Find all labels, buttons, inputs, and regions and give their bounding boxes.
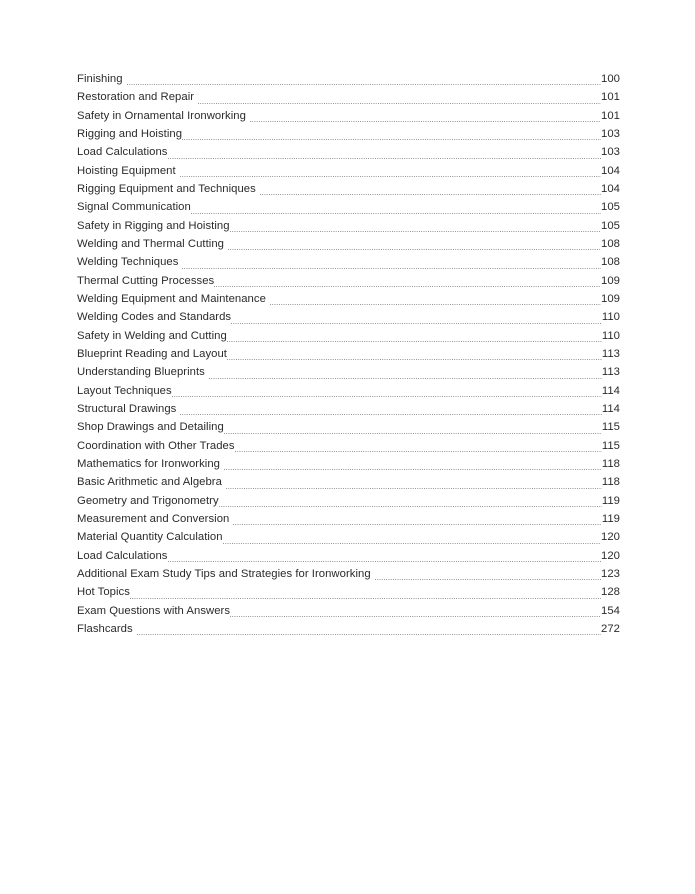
toc-entry[interactable] [77, 272, 620, 290]
toc-entry-title: Shop Drawings and Detailing [77, 421, 224, 434]
toc-entry[interactable] [77, 620, 620, 638]
toc-dot-leader [172, 396, 602, 397]
toc-entry[interactable] [77, 418, 620, 436]
toc-entry[interactable] [77, 437, 620, 455]
toc-entry-page-number: 115 [601, 421, 620, 434]
toc-dot-leader [209, 378, 602, 379]
toc-entry-page-number: 108 [601, 256, 620, 269]
toc-entry-title: Finishing [77, 73, 123, 85]
toc-dot-leader [223, 543, 601, 544]
toc-entry[interactable] [77, 565, 620, 583]
toc-entry[interactable] [77, 528, 620, 546]
toc-dot-leader [168, 158, 602, 159]
toc-dot-leader [235, 451, 602, 452]
toc-entry-page-number: 105 [601, 201, 620, 214]
toc-entry-title: Thermal Cutting Processes [77, 274, 215, 287]
toc-dot-leader [231, 323, 602, 324]
toc-entry-title: Rigging and Hoisting [77, 127, 183, 140]
toc-entry-page-number: 101 [601, 91, 620, 104]
toc-entry-title: Welding and Thermal Cutting [77, 237, 224, 250]
table-of-contents [77, 70, 620, 638]
toc-dot-leader [375, 579, 601, 580]
toc-entry-title: Restoration and Repair [77, 91, 195, 104]
toc-entry-page-number: 119 [601, 512, 620, 525]
toc-entry-page-number: 109 [601, 274, 620, 287]
toc-entry[interactable] [77, 162, 620, 180]
toc-entry[interactable] [77, 290, 620, 308]
toc-entry-page-number: 101 [601, 109, 620, 122]
toc-entry[interactable] [77, 510, 620, 528]
toc-entry-title: Hoisting Equipment [77, 164, 176, 177]
toc-dot-leader [250, 121, 601, 122]
toc-entry-title: Hot Topics [77, 586, 130, 599]
toc-entry-page-number: 105 [601, 219, 620, 232]
toc-entry[interactable] [77, 400, 620, 418]
toc-dot-leader [130, 598, 601, 599]
toc-dot-leader [224, 469, 602, 470]
toc-entry-page-number: 113 [601, 366, 620, 379]
toc-entry-page-number: 119 [601, 494, 620, 507]
toc-dot-leader [227, 359, 602, 360]
toc-entry-page-number: 103 [601, 127, 620, 140]
toc-entry-page-number: 110 [601, 329, 620, 342]
toc-entry[interactable] [77, 143, 620, 161]
toc-dot-leader [224, 433, 602, 434]
toc-entry[interactable] [77, 583, 620, 601]
toc-entry[interactable] [77, 88, 620, 106]
toc-entry-title: Signal Communication [77, 201, 191, 214]
toc-dot-leader [127, 84, 601, 85]
toc-entry[interactable] [77, 382, 620, 400]
toc-entry-title: Rigging Equipment and Techniques [77, 182, 256, 195]
toc-entry-title: Basic Arithmetic and Algebra [77, 476, 222, 489]
toc-dot-leader [226, 488, 602, 489]
toc-dot-leader [228, 249, 601, 250]
toc-entry[interactable] [77, 70, 620, 88]
toc-entry[interactable] [77, 180, 620, 198]
toc-entry-title: Coordination with Other Trades [77, 439, 235, 452]
toc-dot-leader [260, 194, 601, 195]
toc-entry-page-number: 113 [601, 347, 620, 360]
toc-entry[interactable] [77, 107, 620, 125]
toc-entry-page-number: 120 [601, 531, 620, 544]
toc-dot-leader [227, 341, 602, 342]
toc-entry[interactable] [77, 253, 620, 271]
toc-entry-title: Layout Techniques [77, 384, 172, 397]
toc-entry-title: Exam Questions with Answers [77, 604, 231, 617]
toc-entry-page-number: 118 [601, 476, 620, 489]
toc-entry-title: Load Calculations [77, 549, 168, 562]
toc-entry[interactable] [77, 235, 620, 253]
toc-entry-page-number: 123 [601, 567, 620, 580]
toc-entry-page-number: 120 [601, 549, 620, 562]
toc-dot-leader [230, 616, 601, 617]
toc-dot-leader [182, 268, 601, 269]
toc-entry-title: Geometry and Trigonometry [77, 494, 219, 507]
toc-entry[interactable] [77, 547, 620, 565]
toc-entry[interactable] [77, 455, 620, 473]
toc-entry-page-number: 104 [601, 182, 620, 195]
toc-entry-title: Understanding Blueprints [77, 366, 205, 379]
toc-entry-page-number: 110 [601, 311, 620, 324]
toc-entry-title: Welding Codes and Standards [77, 311, 232, 324]
toc-entry[interactable] [77, 217, 620, 235]
toc-dot-leader [168, 561, 602, 562]
toc-entry-page-number: 109 [601, 292, 620, 305]
toc-entry[interactable] [77, 473, 620, 491]
toc-dot-leader [180, 414, 602, 415]
toc-entry-page-number: 128 [601, 586, 620, 599]
toc-entry-title: Safety in Welding and Cutting [77, 329, 227, 342]
toc-entry-title: Safety in Rigging and Hoisting [77, 219, 230, 232]
toc-entry-page-number: 108 [601, 237, 620, 250]
toc-entry[interactable] [77, 198, 620, 216]
toc-entry-page-number: 118 [601, 457, 620, 470]
toc-entry-title: Safety in Ornamental Ironworking [77, 109, 246, 122]
toc-dot-leader [270, 304, 601, 305]
toc-entry[interactable] [77, 492, 620, 510]
toc-entry[interactable] [77, 327, 620, 345]
toc-dot-leader [219, 506, 602, 507]
toc-entry[interactable] [77, 125, 620, 143]
toc-entry-title: Additional Exam Study Tips and Strategies for Ironworking [77, 567, 371, 580]
toc-dot-leader [182, 139, 601, 140]
toc-dot-leader [198, 103, 601, 104]
toc-entry-title: Load Calculations [77, 146, 168, 159]
toc-entry-title: Measurement and Conversion [77, 512, 230, 525]
toc-entry-page-number: 104 [601, 164, 620, 177]
toc-dot-leader [233, 524, 601, 525]
toc-entry-title: Flashcards [77, 622, 133, 635]
toc-entry[interactable] [77, 345, 620, 363]
toc-entry[interactable] [77, 602, 620, 620]
toc-entry[interactable] [77, 308, 620, 326]
toc-dot-leader [214, 286, 601, 287]
toc-entry-title: Mathematics for Ironworking [77, 457, 220, 470]
toc-entry-title: Blueprint Reading and Layout [77, 347, 227, 360]
toc-dot-leader [180, 176, 601, 177]
toc-entry[interactable] [77, 363, 620, 381]
toc-entry-page-number: 100 [601, 73, 620, 85]
toc-dot-leader [137, 634, 601, 635]
toc-entry-page-number: 114 [601, 384, 620, 397]
toc-entry-title: Material Quantity Calculation [77, 531, 223, 544]
toc-entry-title: Structural Drawings [77, 402, 177, 415]
toc-entry-page-number: 103 [601, 146, 620, 159]
toc-dot-leader [191, 213, 601, 214]
toc-entry-page-number: 114 [601, 402, 620, 415]
toc-entry-title: Welding Equipment and Maintenance [77, 292, 266, 305]
toc-entry-title: Welding Techniques [77, 256, 179, 269]
toc-entry-page-number: 154 [601, 604, 620, 617]
toc-entry-page-number: 115 [601, 439, 620, 452]
toc-dot-leader [230, 231, 601, 232]
toc-entry-page-number: 272 [601, 622, 620, 635]
